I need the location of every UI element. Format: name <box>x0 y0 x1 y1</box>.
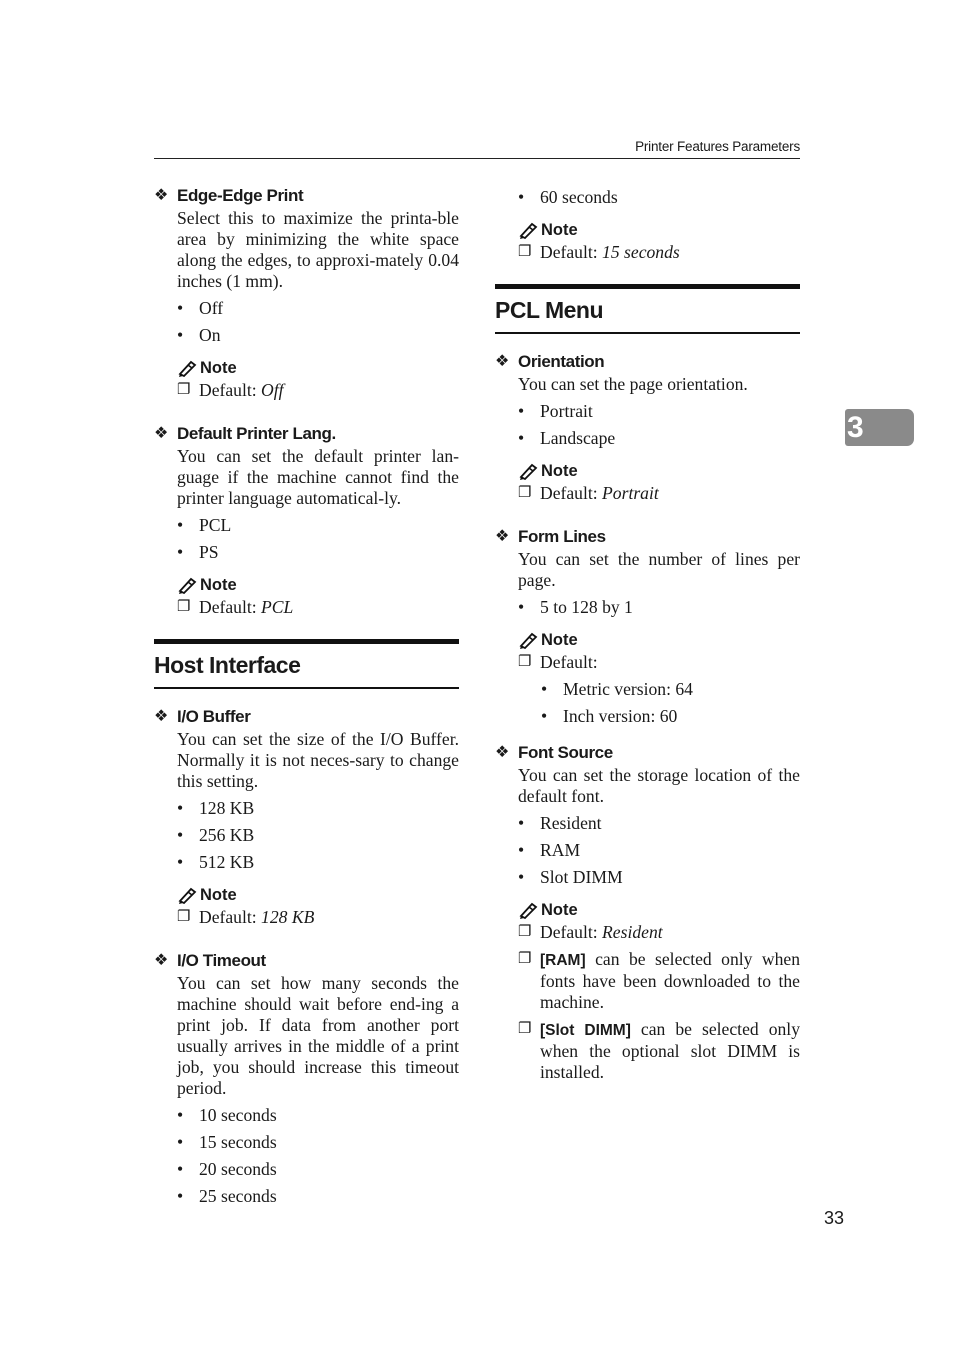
note-label: Note <box>541 220 578 239</box>
checkbox-square-icon: ❐ <box>518 951 532 967</box>
pencil-icon <box>518 902 538 919</box>
list-item: • Metric version: 64 <box>541 679 693 699</box>
default-values-list <box>541 676 800 730</box>
checkbox-square-icon: ❐ <box>177 909 191 925</box>
checkbox-square-icon: ❐ <box>518 1021 532 1037</box>
list-item: • 5 to 128 by 1 <box>518 597 633 617</box>
note-heading <box>177 573 459 597</box>
option-list-continued <box>518 184 800 211</box>
checkbox-square-icon: ❐ <box>518 244 532 260</box>
note-label: Note <box>541 630 578 649</box>
note-default: ❐ Default: Resident <box>518 922 663 942</box>
note-label: Note <box>200 358 237 377</box>
option-list <box>518 398 800 452</box>
list-item: • 25 seconds <box>177 1186 277 1206</box>
left-column <box>154 184 459 1210</box>
diamond-bullet-icon: ❖ <box>495 353 509 370</box>
list-item: • 10 seconds <box>177 1105 277 1125</box>
diamond-bullet-icon: ❖ <box>154 708 168 725</box>
pencil-icon <box>518 463 538 480</box>
list-item: • 256 KB <box>177 825 255 845</box>
note-heading <box>177 883 459 907</box>
list-item: • Slot DIMM <box>518 867 623 887</box>
note-default: ❐ Default: 15 seconds <box>518 242 680 262</box>
note-label: Note <box>200 575 237 594</box>
note-heading <box>518 628 800 652</box>
note-label: Note <box>200 885 237 904</box>
item-title: Font Source <box>518 743 613 762</box>
list-item: • 20 seconds <box>177 1159 277 1179</box>
item-io-timeout <box>154 949 459 973</box>
note-default: ❐ Default: <box>518 652 598 672</box>
pencil-icon <box>518 222 538 239</box>
option-list <box>177 295 459 349</box>
section-title-pcl-menu: PCL Menu <box>495 284 800 334</box>
list-item: • Resident <box>518 813 602 833</box>
item-default-printer-lang <box>154 422 459 446</box>
list-item: • Inch version: 60 <box>541 706 678 726</box>
list-item: • Off <box>177 298 224 318</box>
note-heading <box>518 459 800 483</box>
note-default: ❐ Default: Off <box>177 380 284 400</box>
option-list <box>177 1102 459 1210</box>
note-label: Note <box>541 900 578 919</box>
slot-dimm-key-label: [Slot DIMM] <box>540 1022 631 1039</box>
item-edge-edge-print <box>154 184 459 208</box>
list-item: • 128 KB <box>177 798 255 818</box>
note-ram: ❐ [RAM] can be selected only when fonts have been downloaded to the machine. <box>518 949 800 1012</box>
item-title: Orientation <box>518 352 605 371</box>
option-list <box>518 810 800 891</box>
checkbox-square-icon: ❐ <box>518 485 532 501</box>
right-column <box>495 184 800 1083</box>
note-label: Note <box>541 461 578 480</box>
item-description: You can set the storage location of the default font. <box>518 765 800 806</box>
list-item: • Landscape <box>518 428 616 448</box>
diamond-bullet-icon: ❖ <box>154 187 168 204</box>
list-item: • 512 KB <box>177 852 255 872</box>
checkbox-square-icon: ❐ <box>518 924 532 940</box>
diamond-bullet-icon: ❖ <box>154 425 168 442</box>
header-rule <box>154 158 800 159</box>
item-title: Default Printer Lang. <box>177 424 336 443</box>
page-number: 33 <box>824 1208 845 1228</box>
item-description: You can set how many seconds the machine should wait before end-ing a print job. If data from another port usually arrives in the middle of a print job, you should increase this timeout period. <box>177 973 459 1098</box>
note-default: ❐ Default: 128 KB <box>177 907 315 927</box>
checkbox-square-icon: ❐ <box>518 654 532 670</box>
diamond-bullet-icon: ❖ <box>495 528 509 545</box>
list-item: • 15 seconds <box>177 1132 277 1152</box>
item-description: You can set the default printer lan-guage if the machine cannot find the printer language automatical-ly. <box>177 446 459 508</box>
pencil-icon <box>177 577 197 594</box>
list-item: • 60 seconds <box>518 187 618 207</box>
option-list <box>518 594 800 621</box>
note-heading <box>518 218 800 242</box>
item-title: I/O Buffer <box>177 707 251 726</box>
item-orientation <box>495 350 800 374</box>
list-item: • RAM <box>518 840 581 860</box>
item-description: You can set the size of the I/O Buffer. Normally it is not neces-sary to change this setting. <box>177 729 459 791</box>
running-header: Printer Features Parameters <box>635 139 800 154</box>
item-title: Form Lines <box>518 527 606 546</box>
item-description: Select this to maximize the printa-ble area by minimizing the white space along the edges, to approxi-mately 0.04 inches (1 mm). <box>177 208 459 291</box>
note-heading <box>177 356 459 380</box>
checkbox-square-icon: ❐ <box>177 599 191 615</box>
checkbox-square-icon: ❐ <box>177 382 191 398</box>
list-item: • On <box>177 325 221 345</box>
item-description: You can set the number of lines per page. <box>518 549 800 590</box>
item-description: You can set the page orientation. <box>518 374 748 394</box>
chapter-tab: 3 <box>845 409 914 446</box>
pencil-icon <box>518 632 538 649</box>
note-default: ❐ Default: PCL <box>177 597 294 617</box>
option-list <box>177 512 459 566</box>
note-slot-dimm: ❐ [Slot DIMM] can be selected only when the optional slot DIMM is installed. <box>518 1019 800 1082</box>
pencil-icon <box>177 887 197 904</box>
item-font-source <box>495 741 800 765</box>
note-default: ❐ Default: Portrait <box>518 483 659 503</box>
ram-key-label: [RAM] <box>540 952 586 969</box>
note-heading <box>518 898 800 922</box>
item-title: Edge-Edge Print <box>177 186 304 205</box>
list-item: • PS <box>177 542 219 562</box>
section-title-host-interface: Host Interface <box>154 639 459 689</box>
diamond-bullet-icon: ❖ <box>495 744 509 761</box>
diamond-bullet-icon: ❖ <box>154 952 168 969</box>
item-io-buffer <box>154 705 459 729</box>
list-item: • PCL <box>177 515 232 535</box>
item-title: I/O Timeout <box>177 951 266 970</box>
item-form-lines <box>495 525 800 549</box>
option-list <box>177 795 459 876</box>
list-item: • Portrait <box>518 401 593 421</box>
pencil-icon <box>177 360 197 377</box>
